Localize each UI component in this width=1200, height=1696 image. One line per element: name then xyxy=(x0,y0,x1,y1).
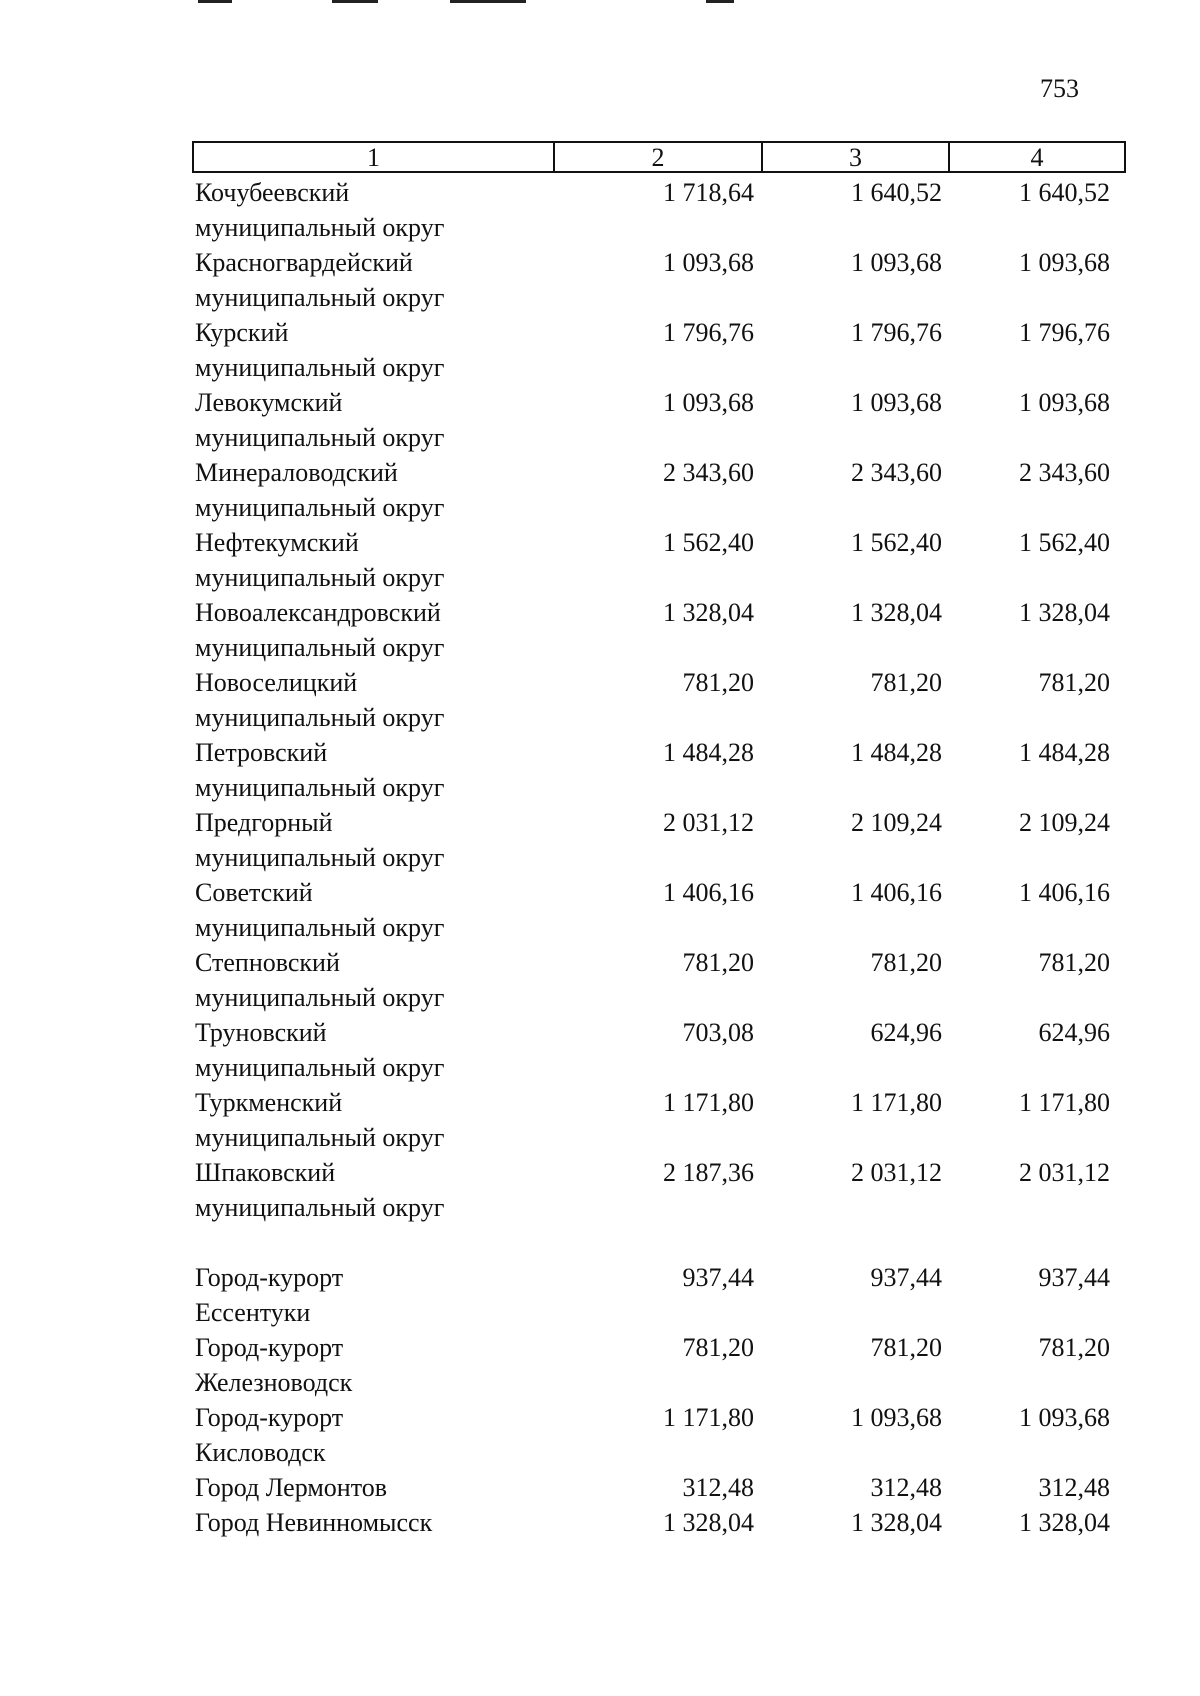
value-col-2: 781,20 xyxy=(682,948,754,977)
column-header: 2 xyxy=(553,143,761,171)
table-row xyxy=(0,245,1200,315)
territory-name-line: муниципальный округ xyxy=(195,1193,445,1222)
table-body xyxy=(0,175,1200,1540)
value-col-4: 1 328,04 xyxy=(1019,598,1110,627)
value-col-3: 2 343,60 xyxy=(851,458,942,487)
table-row xyxy=(0,595,1200,665)
scan-artifact xyxy=(706,0,734,3)
territory-name-line: Предгорный xyxy=(195,808,333,837)
territory-name xyxy=(195,175,555,245)
table-header xyxy=(192,141,1126,173)
value-col-4: 2 109,24 xyxy=(1019,808,1110,837)
territory-name-line: муниципальный округ xyxy=(195,913,445,942)
territory-name-line: Красногвардейский xyxy=(195,248,413,277)
value-col-3: 1 093,68 xyxy=(851,248,942,277)
value-col-2: 2 187,36 xyxy=(663,1158,754,1187)
value-col-2: 703,08 xyxy=(682,1018,754,1047)
table-row xyxy=(0,1085,1200,1155)
territory-name-line: муниципальный округ xyxy=(195,423,445,452)
value-col-3: 2 109,24 xyxy=(851,808,942,837)
value-col-2: 1 171,80 xyxy=(663,1403,754,1432)
value-col-2: 1 093,68 xyxy=(663,388,754,417)
territory-name-line: муниципальный округ xyxy=(195,353,445,382)
value-col-3: 1 171,80 xyxy=(851,1088,942,1117)
territory-name-line: Ессентуки xyxy=(195,1298,311,1327)
territory-name xyxy=(195,385,555,455)
table-row xyxy=(0,665,1200,735)
territory-name xyxy=(195,1400,555,1470)
value-col-3: 1 406,16 xyxy=(851,878,942,907)
territory-name xyxy=(195,1260,555,1330)
value-col-2: 1 406,16 xyxy=(663,878,754,907)
value-col-4: 937,44 xyxy=(1038,1263,1110,1292)
territory-name xyxy=(195,1155,555,1225)
value-col-4: 781,20 xyxy=(1038,1333,1110,1362)
territory-name-line: Новоселицкий xyxy=(195,668,358,697)
territory-name xyxy=(195,245,555,315)
territory-name-line: Город-курорт xyxy=(195,1263,344,1292)
territory-name-line: Кочубеевский xyxy=(195,178,350,207)
value-col-4: 624,96 xyxy=(1038,1018,1110,1047)
value-col-4: 781,20 xyxy=(1038,948,1110,977)
value-col-2: 781,20 xyxy=(682,1333,754,1362)
value-col-4: 312,48 xyxy=(1038,1473,1110,1502)
value-col-3: 1 093,68 xyxy=(851,388,942,417)
value-col-3: 1 093,68 xyxy=(851,1403,942,1432)
table-row xyxy=(0,1505,1200,1540)
value-col-4: 1 406,16 xyxy=(1019,878,1110,907)
territory-name-line: Советский xyxy=(195,878,313,907)
table-row xyxy=(0,1400,1200,1470)
value-col-3: 937,44 xyxy=(870,1263,942,1292)
table-row xyxy=(0,1015,1200,1085)
value-col-4: 1 562,40 xyxy=(1019,528,1110,557)
territory-name xyxy=(195,875,555,945)
scan-artifact xyxy=(332,0,378,3)
value-col-3: 624,96 xyxy=(870,1018,942,1047)
scan-artifact xyxy=(450,0,526,3)
territory-name xyxy=(195,455,555,525)
territory-name-line: Труновский xyxy=(195,1018,327,1047)
territory-name xyxy=(195,1330,555,1400)
territory-name-line: Степновский xyxy=(195,948,340,977)
value-col-4: 1 171,80 xyxy=(1019,1088,1110,1117)
territory-name xyxy=(195,805,555,875)
territory-name-line: Город-курорт xyxy=(195,1403,344,1432)
territory-name-line: муниципальный округ xyxy=(195,1123,445,1152)
value-col-2: 2 031,12 xyxy=(663,808,754,837)
territory-name-line: Город Лермонтов xyxy=(195,1473,387,1502)
value-col-2: 312,48 xyxy=(682,1473,754,1502)
value-col-3: 1 640,52 xyxy=(851,178,942,207)
table-row xyxy=(0,1470,1200,1505)
value-col-2: 1 328,04 xyxy=(663,1508,754,1537)
territory-name-line: Левокумский xyxy=(195,388,343,417)
table-row xyxy=(0,1155,1200,1260)
value-col-4: 1 484,28 xyxy=(1019,738,1110,767)
table-row xyxy=(0,805,1200,875)
value-col-3: 1 484,28 xyxy=(851,738,942,767)
table-row xyxy=(0,945,1200,1015)
territory-name-line: муниципальный округ xyxy=(195,1053,445,1082)
value-col-4: 1 796,76 xyxy=(1019,318,1110,347)
territory-name-line: муниципальный округ xyxy=(195,633,445,662)
territory-name-line: Город Невинномысск xyxy=(195,1508,433,1537)
value-col-2: 937,44 xyxy=(682,1263,754,1292)
territory-name-line: Петровский xyxy=(195,738,328,767)
value-col-4: 1 328,04 xyxy=(1019,1508,1110,1537)
territory-name xyxy=(195,945,555,1015)
value-col-2: 1 796,76 xyxy=(663,318,754,347)
value-col-3: 1 796,76 xyxy=(851,318,942,347)
table-row xyxy=(0,735,1200,805)
territory-name-line: Новоалександровский xyxy=(195,598,441,627)
territory-name-line: Нефтекумский xyxy=(195,528,359,557)
territory-name xyxy=(195,1085,555,1155)
territory-name-line: Город-курорт xyxy=(195,1333,344,1362)
value-col-3: 1 562,40 xyxy=(851,528,942,557)
value-col-4: 1 093,68 xyxy=(1019,1403,1110,1432)
value-col-2: 1 328,04 xyxy=(663,598,754,627)
value-col-2: 1 171,80 xyxy=(663,1088,754,1117)
table-row xyxy=(0,1330,1200,1400)
territory-name-line: муниципальный округ xyxy=(195,563,445,592)
table-row xyxy=(0,385,1200,455)
territory-name-line: муниципальный округ xyxy=(195,773,445,802)
value-col-4: 1 093,68 xyxy=(1019,388,1110,417)
value-col-3: 781,20 xyxy=(870,668,942,697)
value-col-3: 312,48 xyxy=(870,1473,942,1502)
value-col-4: 2 343,60 xyxy=(1019,458,1110,487)
value-col-3: 1 328,04 xyxy=(851,598,942,627)
territory-name xyxy=(195,525,555,595)
table-row xyxy=(0,1260,1200,1330)
territory-name-line: Железноводск xyxy=(195,1368,353,1397)
table-row xyxy=(0,525,1200,595)
value-col-2: 1 093,68 xyxy=(663,248,754,277)
territory-name xyxy=(195,735,555,805)
column-header: 4 xyxy=(948,143,1124,171)
territory-name-line: Минераловодский xyxy=(195,458,398,487)
value-col-3: 781,20 xyxy=(870,948,942,977)
value-col-2: 1 562,40 xyxy=(663,528,754,557)
territory-name-line: муниципальный округ xyxy=(195,213,445,242)
territory-name-line: Курский xyxy=(195,318,289,347)
column-header: 1 xyxy=(367,143,380,172)
territory-name xyxy=(195,315,555,385)
territory-name-line: Кисловодск xyxy=(195,1438,326,1467)
value-col-2: 2 343,60 xyxy=(663,458,754,487)
value-col-4: 781,20 xyxy=(1038,668,1110,697)
territory-name xyxy=(195,595,555,665)
column-header: 3 xyxy=(761,143,948,171)
value-col-3: 1 328,04 xyxy=(851,1508,942,1537)
territory-name xyxy=(195,1505,555,1540)
table-row xyxy=(0,455,1200,525)
territory-name xyxy=(195,1015,555,1085)
scan-artifact xyxy=(198,0,232,3)
territory-name xyxy=(195,1470,555,1505)
territory-name-line: муниципальный округ xyxy=(195,703,445,732)
value-col-2: 781,20 xyxy=(682,668,754,697)
table-row xyxy=(0,175,1200,245)
territory-name-line: Туркменский xyxy=(195,1088,343,1117)
table-row xyxy=(0,315,1200,385)
value-col-2: 1 718,64 xyxy=(663,178,754,207)
value-col-3: 781,20 xyxy=(870,1333,942,1362)
page-number: 753 xyxy=(1040,74,1079,103)
territory-name xyxy=(195,665,555,735)
table-row xyxy=(0,875,1200,945)
territory-name-line: Шпаковский xyxy=(195,1158,336,1187)
value-col-4: 1 093,68 xyxy=(1019,248,1110,277)
territory-name-line: муниципальный округ xyxy=(195,843,445,872)
value-col-3: 2 031,12 xyxy=(851,1158,942,1187)
territory-name-line: муниципальный округ xyxy=(195,283,445,312)
value-col-2: 1 484,28 xyxy=(663,738,754,767)
value-col-4: 1 640,52 xyxy=(1019,178,1110,207)
territory-name-line: муниципальный округ xyxy=(195,983,445,1012)
value-col-4: 2 031,12 xyxy=(1019,1158,1110,1187)
territory-name-line: муниципальный округ xyxy=(195,493,445,522)
